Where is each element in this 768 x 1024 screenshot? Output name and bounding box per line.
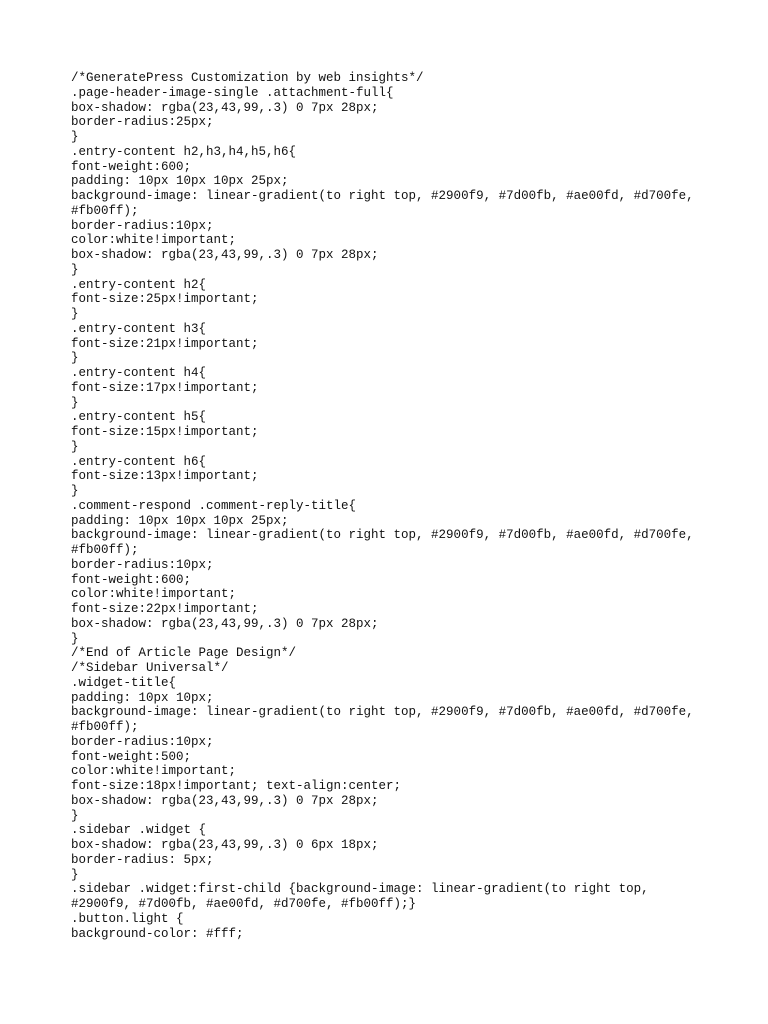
code-line: color:white!important; [71, 587, 237, 602]
code-line: } [71, 262, 79, 277]
code-line: .page-header-image-single .attachment-full{ [71, 85, 394, 100]
code-line: } [71, 130, 79, 144]
code-line: border-radius:10px; [71, 218, 214, 233]
code-line: .sidebar .widget:first-child {background-image: linear-gradient(to right top, [71, 882, 649, 897]
code-line: } [71, 631, 79, 646]
code-line: color:white!important; [71, 233, 237, 248]
code-line: #fb00ff); [71, 203, 139, 218]
code-line: font-size:22px!important; [71, 602, 259, 616]
code-line: border-radius:10px; [71, 734, 214, 749]
code-line: /*End of Article Page Design*/ [71, 646, 297, 661]
code-line: font-weight:500; [71, 749, 192, 764]
code-line: box-shadow: rgba(23,43,99,.3) 0 7px 28px; [71, 616, 379, 631]
code-line: /*GeneratePress Customization by web insights*/ [71, 71, 424, 85]
code-line: #2900f9, #7d00fb, #ae00fd, #d700fe, #fb00ff);} [71, 897, 417, 911]
code-line: .widget-title{ [71, 675, 177, 690]
code-line: background-image: linear-gradient(to right top, #2900f9, #7d00fb, #ae00fd, #d700fe, [71, 705, 694, 720]
code-line: } [71, 351, 79, 366]
code-line: /*Sidebar Universal*/ [71, 661, 229, 675]
code-line: .entry-content h5{ [71, 410, 207, 425]
code-line: background-image: linear-gradient(to right top, #2900f9, #7d00fb, #ae00fd, #d700fe, [71, 528, 694, 543]
code-line: font-size:25px!important; [71, 292, 259, 307]
code-line: border-radius:25px; [71, 115, 214, 130]
code-line: .entry-content h4{ [71, 366, 207, 380]
code-line: background-image: linear-gradient(to right top, #2900f9, #7d00fb, #ae00fd, #d700fe, [71, 189, 694, 203]
code-line: } [71, 439, 79, 454]
code-line: .comment-respond .comment-reply-title{ [71, 498, 357, 513]
code-line: #fb00ff); [71, 720, 139, 734]
code-line: font-size:18px!important; text-align:center; [71, 779, 402, 793]
code-line: font-size:13px!important; [71, 469, 259, 484]
code-line: box-shadow: rgba(23,43,99,.3) 0 7px 28px; [71, 793, 379, 808]
code-line: font-size:21px!important; [71, 336, 259, 351]
code-line: padding: 10px 10px 10px 25px; [71, 513, 289, 528]
code-line: .entry-content h3{ [71, 321, 207, 336]
code-line: font-weight:600; [71, 159, 192, 174]
code-line: background-color: #fff; [71, 926, 244, 941]
code-line: padding: 10px 10px 10px 25px; [71, 174, 289, 189]
code-line: } [71, 307, 79, 321]
code-line: .button.light { [71, 911, 184, 926]
code-line: } [71, 867, 79, 882]
code-line: border-radius: 5px; [71, 852, 214, 867]
code-line: #fb00ff); [71, 543, 139, 557]
code-line: } [71, 484, 79, 498]
code-line: .sidebar .widget { [71, 823, 207, 838]
code-text-block [71, 71, 711, 941]
code-line: } [71, 808, 79, 823]
code-line: padding: 10px 10px; [71, 690, 214, 705]
code-line: font-weight:600; [71, 572, 192, 587]
code-line: font-size:17px!important; [71, 380, 259, 395]
code-line: } [71, 395, 79, 410]
code-line: .entry-content h2{ [71, 277, 207, 292]
code-line: .entry-content h2,h3,h4,h5,h6{ [71, 144, 297, 159]
code-line: font-size:15px!important; [71, 425, 259, 439]
code-line: box-shadow: rgba(23,43,99,.3) 0 7px 28px; [71, 100, 379, 115]
code-line: box-shadow: rgba(23,43,99,.3) 0 7px 28px; [71, 248, 379, 262]
code-line: color:white!important; [71, 764, 237, 779]
code-line: .entry-content h6{ [71, 454, 207, 469]
code-line: box-shadow: rgba(23,43,99,.3) 0 6px 18px; [71, 838, 379, 852]
code-line: border-radius:10px; [71, 557, 214, 572]
